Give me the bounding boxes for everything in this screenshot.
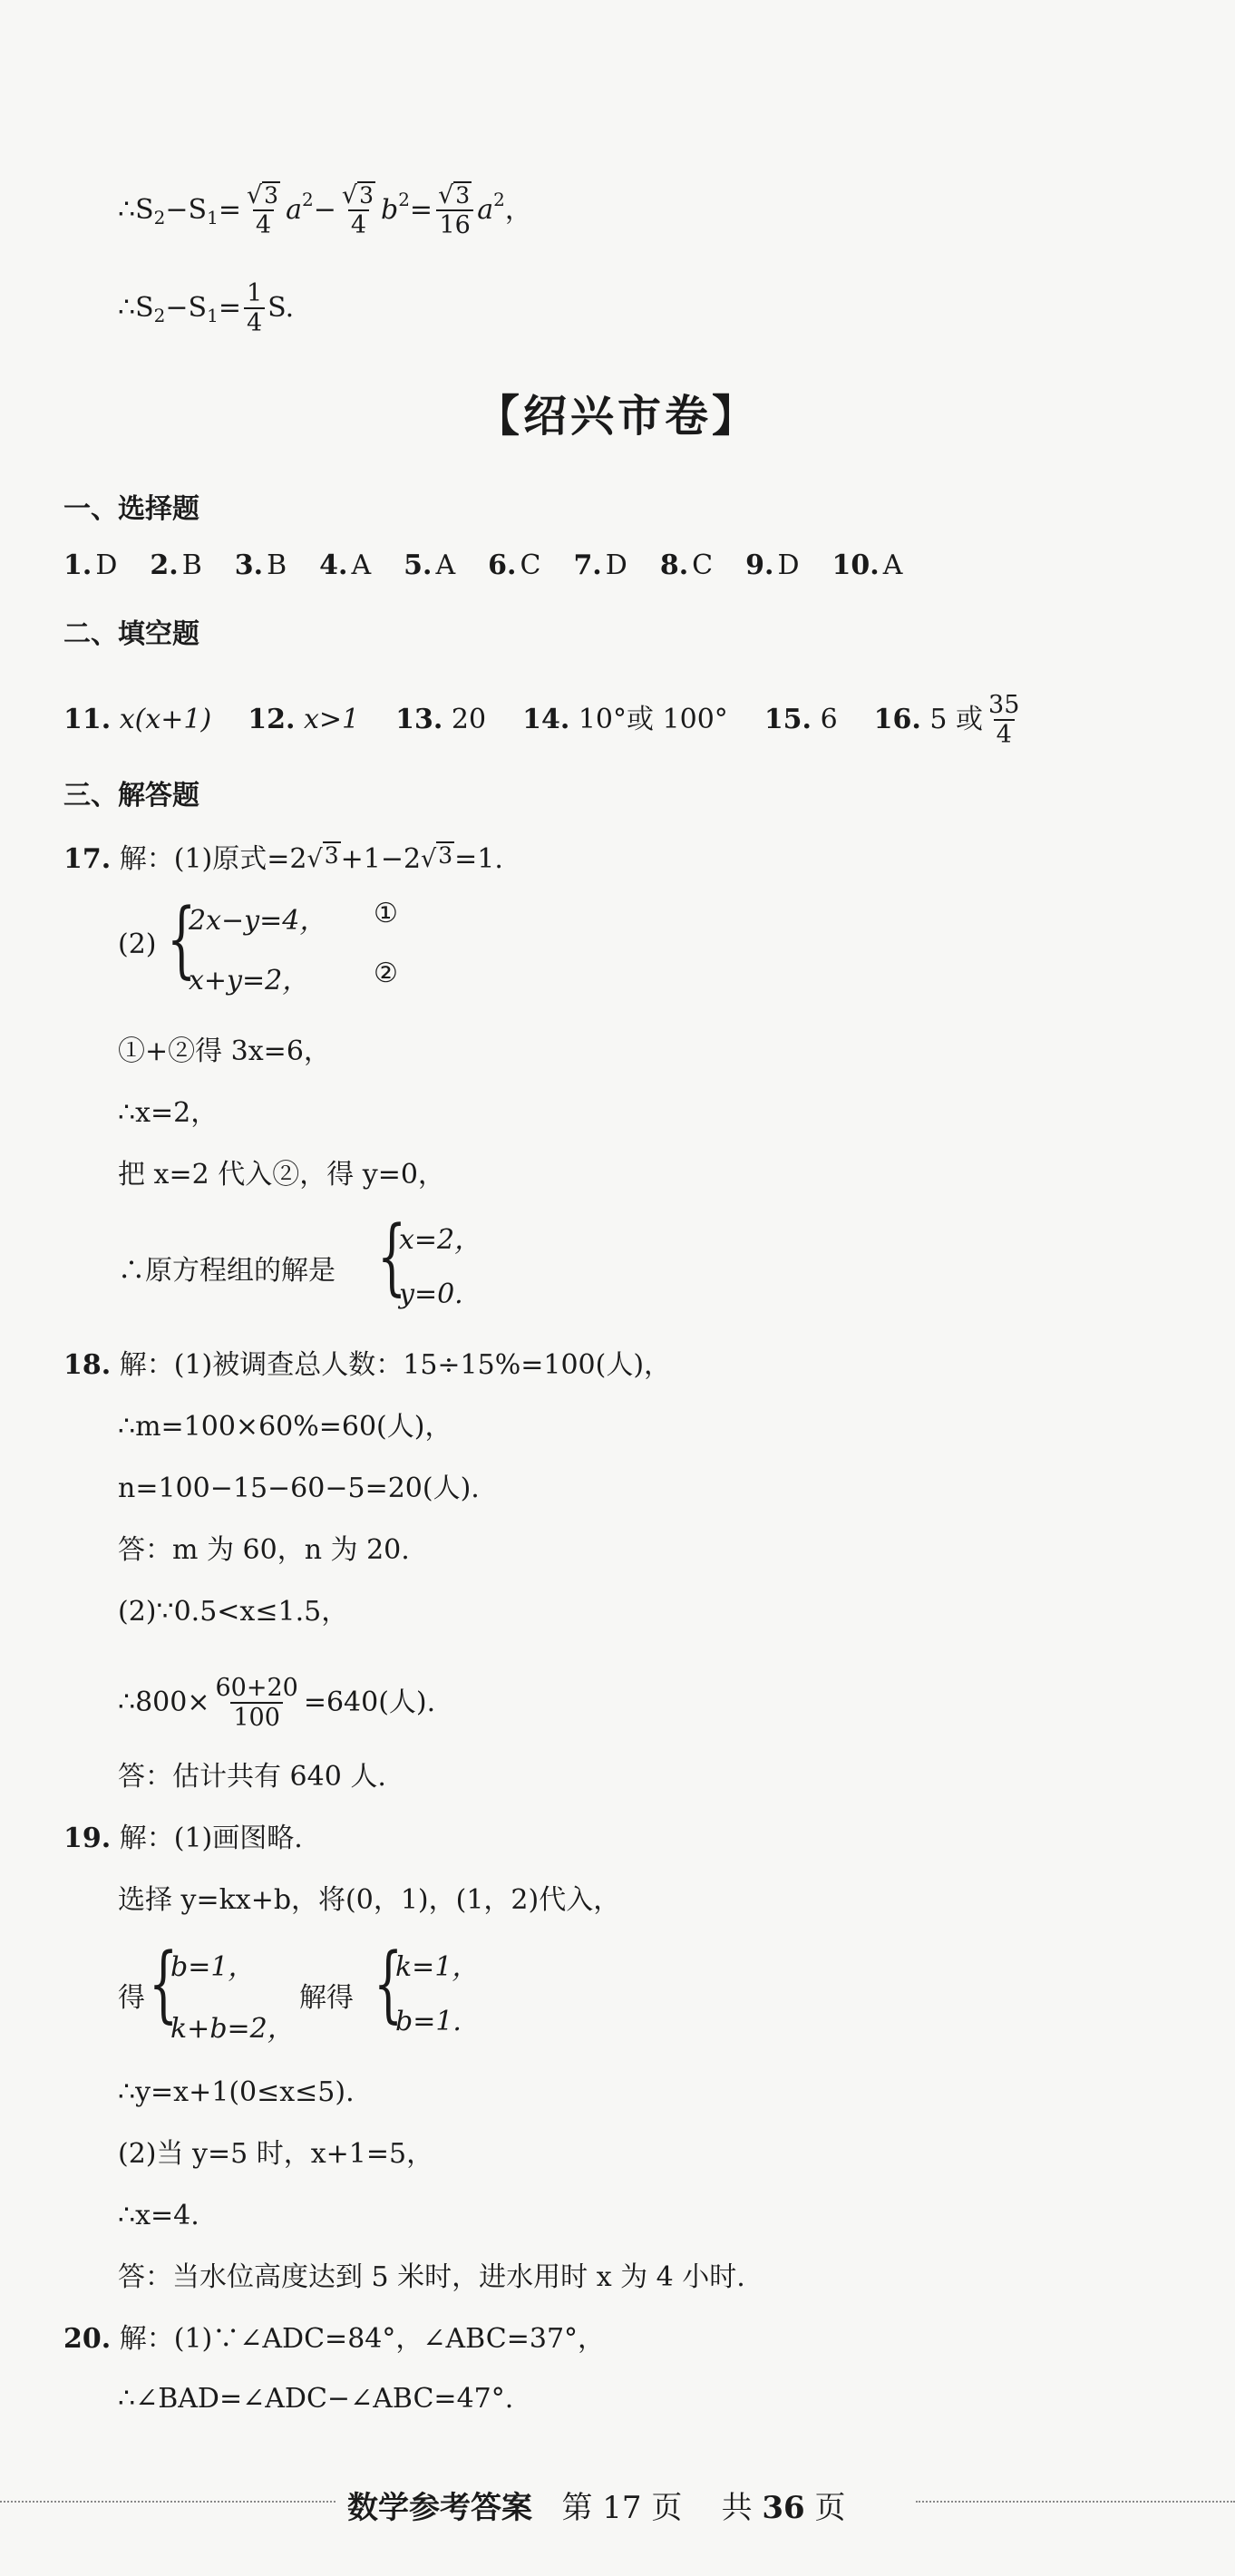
q19-line-5: (2)当 y=5 时，x+1=5，: [118, 2138, 434, 2170]
text: =: [218, 292, 241, 325]
choice-answers: [63, 548, 935, 584]
mark: ①: [374, 898, 398, 929]
q19-line-4: ∴y=x+1(0≤x≤5).: [118, 2076, 355, 2108]
total-suffix: 页: [814, 2490, 846, 2526]
text: ，: [504, 194, 532, 227]
text: 解：(1)∵∠ADC=84°，∠ABC=37°，: [119, 2323, 606, 2355]
intro-line-2: [118, 279, 294, 337]
fraction: √ 3 4: [341, 181, 374, 240]
fraction: $\frac{1}{4}$: [244, 279, 265, 337]
fraction: √ 3 16: [435, 181, 474, 239]
footer-label: 数学参考答案: [347, 2490, 532, 2526]
choice-number: 8.: [659, 549, 689, 581]
section-fill: 二、填空题: [63, 618, 199, 650]
q-num: 15.: [763, 704, 812, 736]
fraction: √ 3 4: [246, 181, 279, 240]
text: +1−2: [340, 843, 422, 875]
choice-number: 5.: [404, 549, 433, 581]
q17-line-1: [63, 841, 503, 878]
text: =1.: [454, 843, 503, 875]
divider: [916, 2501, 1235, 2503]
sub: 1: [207, 305, 219, 327]
q17-line-6: 把 x=2 代入②，得 y=0，: [118, 1159, 445, 1191]
total-prefix: 共: [721, 2490, 753, 2526]
text: 解得: [299, 1982, 354, 2014]
page-number: 第 17 页: [561, 2490, 683, 2526]
answer: 6: [820, 704, 838, 736]
answer: 5 或: [929, 704, 984, 736]
choice-number: 4.: [319, 549, 348, 581]
answer: x(x+1): [119, 704, 212, 736]
var: b: [380, 194, 399, 227]
text: 解：(1)被调查总人数：15÷15%=100(人)，: [119, 1349, 672, 1381]
text: =: [218, 194, 241, 227]
choice-answer: A: [882, 549, 903, 581]
q18-line-7: 答：估计共有 640 人.: [118, 1761, 386, 1793]
sup: 2: [301, 189, 314, 211]
sqrt: √ 3: [306, 842, 339, 873]
q17-line-4: ①+②得 3x=6，: [118, 1035, 331, 1067]
text: (2): [118, 928, 157, 960]
q-num: 16.: [873, 704, 921, 736]
fill-answers: [63, 691, 1025, 749]
q18-line-3: n=100−15−60−5=20(人).: [118, 1473, 480, 1504]
fraction: $\frac{35}{4}$: [988, 691, 1020, 750]
choice-answer: D: [605, 549, 627, 581]
q19-line-7: 答：当水位高度达到 5 米时，进水用时 x 为 4 小时.: [118, 2261, 745, 2293]
choice-number: 10.: [831, 549, 880, 581]
sub: 1: [207, 207, 219, 229]
text: 解：(1)原式=2: [119, 843, 307, 875]
q20-line-2: ∴∠BAD=∠ADC−∠ABC=47°.: [118, 2383, 514, 2415]
text: ∴800×: [118, 1687, 210, 1719]
equation: x=2，: [399, 1224, 482, 1256]
q18-line-2: ∴m=100×60%=60(人)，: [118, 1411, 452, 1443]
choice-number: 3.: [234, 549, 264, 581]
q-num: 14.: [522, 704, 570, 736]
sub: 2: [153, 305, 166, 327]
text: S.: [267, 292, 295, 325]
equation: x+y=2，: [189, 965, 310, 996]
brace: {: [167, 890, 197, 987]
q19-line-2: 选择 y=kx+b，将(0，1)，(1，2)代入，: [118, 1884, 621, 1916]
choice-answer: A: [351, 549, 372, 581]
choice-answer: B: [267, 549, 287, 581]
text: =640(人).: [303, 1687, 436, 1719]
sup: 2: [398, 189, 410, 211]
q-num: 12.: [248, 704, 296, 736]
choice-number: 7.: [573, 549, 602, 581]
section-solve: 三、解答题: [63, 780, 199, 812]
total-pages: 36: [762, 2490, 805, 2526]
choice-answer: C: [520, 549, 541, 581]
answer: 10°或 100°: [578, 704, 728, 736]
q-num: 20.: [63, 2323, 112, 2355]
var: a: [477, 194, 494, 227]
answer: x>1: [303, 704, 360, 736]
q18-line-6: [118, 1674, 435, 1732]
equation: b=1.: [395, 2006, 462, 2037]
brace: {: [377, 1208, 407, 1305]
equation: k=1，: [395, 1951, 480, 1983]
sub: 2: [153, 207, 166, 229]
text: =: [409, 194, 433, 227]
text: −S: [165, 194, 208, 227]
page-footer: [0, 2475, 1235, 2530]
q18-line-5: (2)∵0.5<x≤1.5，: [118, 1596, 349, 1628]
q-num: 11.: [63, 704, 112, 736]
choice-number: 2.: [150, 549, 179, 581]
choice-number: 1.: [63, 549, 92, 581]
q17-line-5: ∴x=2，: [118, 1097, 219, 1129]
answer: 20: [451, 704, 487, 736]
section-choice: 一、选择题: [63, 493, 199, 525]
text: ∴S: [118, 194, 154, 227]
footer-text: [347, 2483, 846, 2527]
brace: {: [149, 1935, 179, 2032]
var: a: [286, 194, 302, 227]
divider: [0, 2501, 335, 2503]
q18-line-1: [63, 1347, 671, 1384]
equation: k+b=2，: [170, 2013, 295, 2045]
text: −S: [165, 292, 208, 325]
text: ∴S: [118, 292, 154, 325]
intro-line-1: [118, 181, 532, 239]
sup: 2: [493, 189, 505, 211]
choice-number: 9.: [745, 549, 774, 581]
fraction: $\frac{60+20}{100}$: [215, 1674, 298, 1733]
equation: 2x−y=4，: [189, 905, 327, 937]
q-num: 18.: [63, 1349, 112, 1381]
text: ∴原方程组的解是: [118, 1255, 335, 1287]
choice-answer: B: [181, 549, 202, 581]
equation: b=1，: [170, 1951, 256, 1983]
equation: y=0.: [399, 1278, 463, 1310]
q19-line-1: [63, 1821, 303, 1857]
q-num: 17.: [63, 843, 112, 875]
choice-answer: D: [777, 549, 800, 581]
q-num: 19.: [63, 1823, 112, 1854]
sqrt: √ 3: [421, 842, 453, 873]
text: −: [313, 194, 336, 227]
page-title: 【绍兴市卷】: [475, 391, 759, 442]
text: 得: [118, 1982, 145, 2014]
mark: ②: [374, 957, 398, 989]
brace: {: [374, 1935, 404, 2032]
q19-line-6: ∴x=4.: [118, 2200, 199, 2231]
choice-number: 6.: [488, 549, 517, 581]
text: 解：(1)画图略.: [119, 1823, 303, 1854]
q-num: 13.: [395, 704, 443, 736]
choice-answer: A: [435, 549, 456, 581]
q18-line-4: 答：m 为 60，n 为 20.: [118, 1534, 410, 1566]
q20-line-1: [63, 2321, 605, 2357]
choice-answer: C: [692, 549, 714, 581]
choice-answer: D: [95, 549, 118, 581]
